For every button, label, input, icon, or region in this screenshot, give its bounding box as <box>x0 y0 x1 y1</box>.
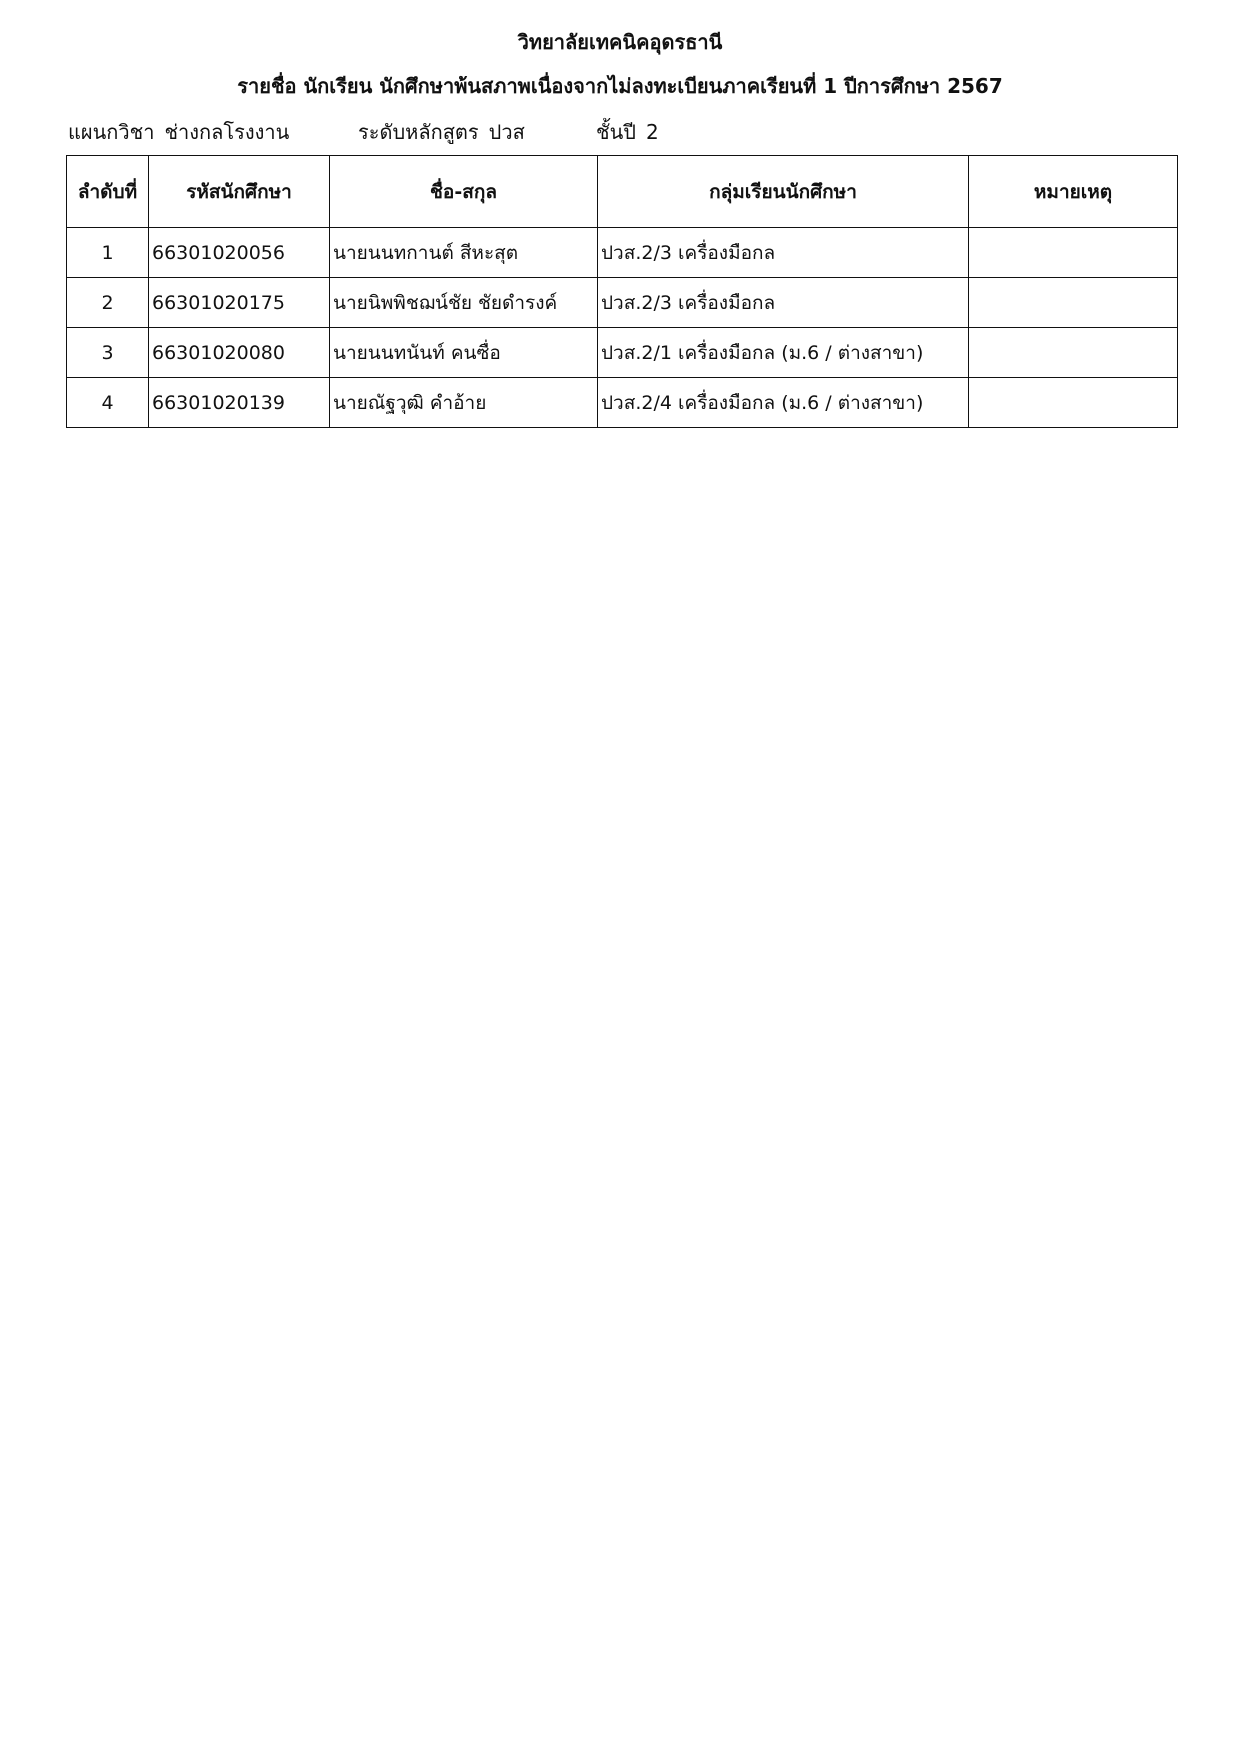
table-row <box>67 278 1178 328</box>
cell-group: ปวส.2/1 เครื่องมือกล (ม.6 / ต่างสาขา) <box>598 328 969 378</box>
cell-no: 2 <box>67 278 149 328</box>
document-title: รายชื่อ นักเรียน นักศึกษาพ้นสภาพเนื่องจากไม่ลงทะเบียนภาคเรียนที่ 1 ปีการศึกษา 2567 <box>237 74 1003 98</box>
college-title: วิทยาลัยเทคนิคอุดรธานี <box>517 30 723 54</box>
student-table <box>66 155 1178 428</box>
cell-remark <box>969 228 1178 278</box>
cell-no: 3 <box>67 328 149 378</box>
level-value: ปวส <box>488 120 525 144</box>
cell-student-id: 66301020139 <box>149 378 330 428</box>
column-header-no: ลำดับที่ <box>67 156 149 228</box>
department-info <box>68 116 289 148</box>
column-header-remark: หมายเหตุ <box>969 156 1178 228</box>
table-row <box>67 378 1178 428</box>
cell-student-id: 66301020056 <box>149 228 330 278</box>
year-label: ชั้นปี <box>596 120 636 144</box>
level-label: ระดับหลักสูตร <box>358 120 479 144</box>
table-row <box>67 228 1178 278</box>
column-header-student-id: รหัสนักศึกษา <box>149 156 330 228</box>
level-info <box>358 116 525 148</box>
year-value: 2 <box>645 120 659 144</box>
cell-group: ปวส.2/3 เครื่องมือกล <box>598 278 969 328</box>
cell-remark <box>969 378 1178 428</box>
cell-no: 4 <box>67 378 149 428</box>
cell-remark <box>969 278 1178 328</box>
cell-group: ปวส.2/3 เครื่องมือกล <box>598 228 969 278</box>
table-header-row <box>67 156 1178 228</box>
table-row <box>67 328 1178 378</box>
cell-student-id: 66301020175 <box>149 278 330 328</box>
cell-name: นายนิพพิชฌน์ชัย ชัยดำรงค์ <box>330 278 598 328</box>
column-header-name: ชื่อ-สกุล <box>330 156 598 228</box>
cell-name: นายนนทกานต์ สีหะสุต <box>330 228 598 278</box>
cell-group: ปวส.2/4 เครื่องมือกล (ม.6 / ต่างสาขา) <box>598 378 969 428</box>
cell-name: นายนนทนันท์ คนซื่อ <box>330 328 598 378</box>
cell-remark <box>969 328 1178 378</box>
year-info <box>596 116 659 148</box>
cell-name: นายณัฐวุฒิ คำอ้าย <box>330 378 598 428</box>
cell-no: 1 <box>67 228 149 278</box>
cell-student-id: 66301020080 <box>149 328 330 378</box>
column-header-group: กลุ่มเรียนนักศึกษา <box>598 156 969 228</box>
department-label: แผนกวิชา <box>68 120 155 144</box>
department-value: ช่างกลโรงงาน <box>164 120 290 144</box>
